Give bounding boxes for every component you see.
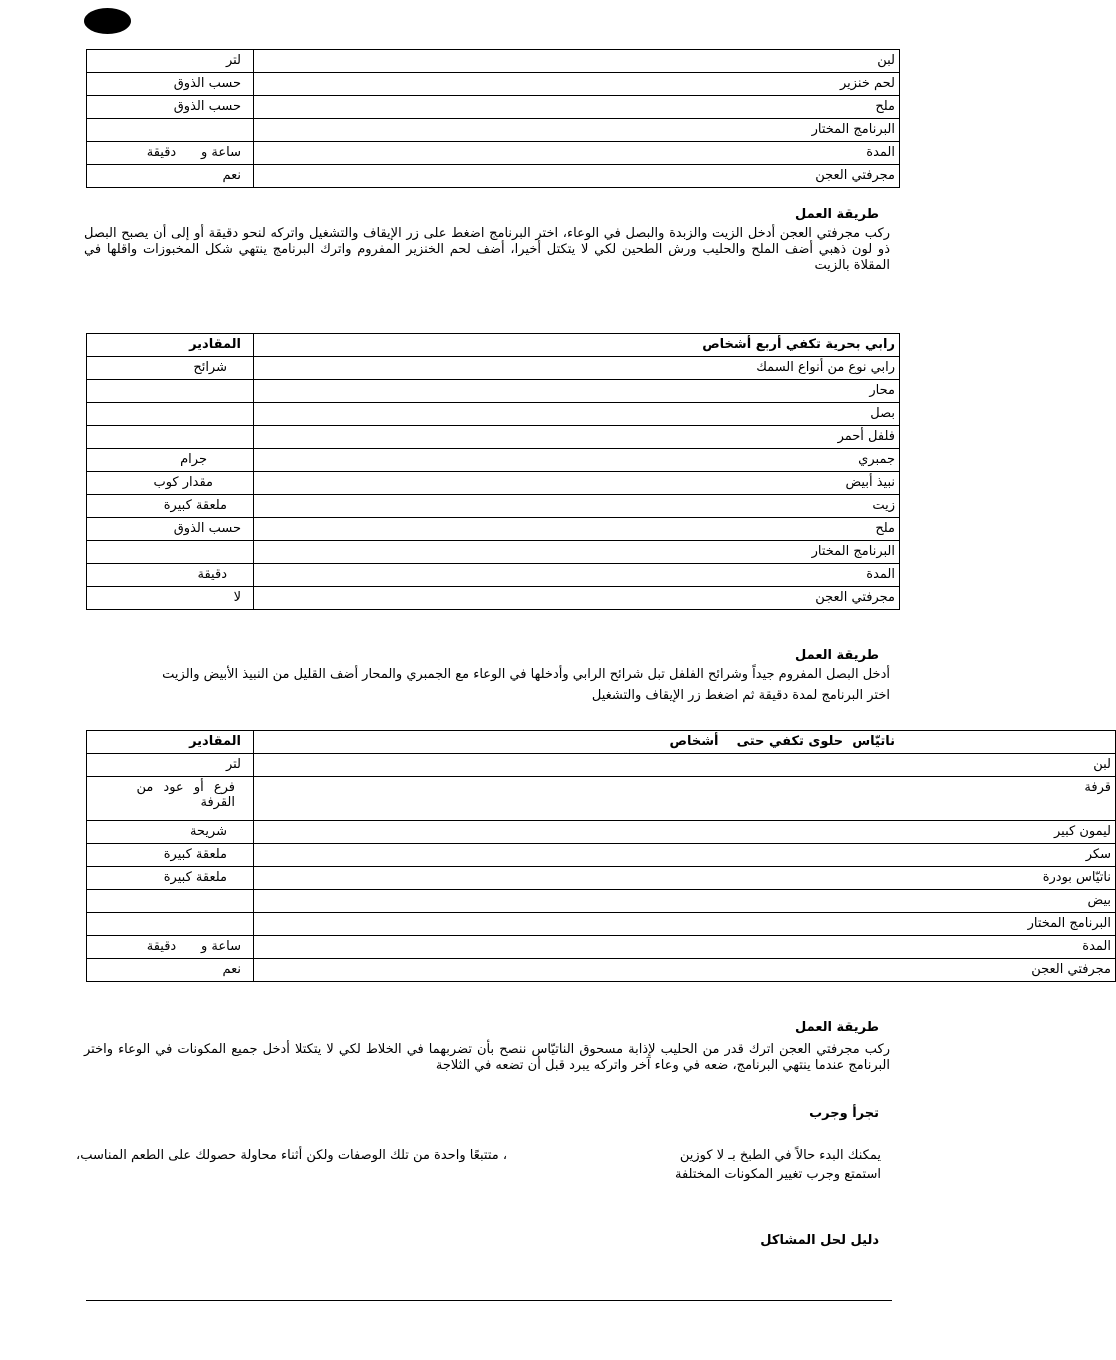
table-row [87,890,1116,913]
table-row [87,754,1116,777]
page-badge [84,8,131,34]
table-row [87,472,900,495]
table-row [87,73,900,96]
ingredient-qty: مقدار كوب [87,472,254,495]
table-row [87,518,900,541]
footer-divider [86,1300,892,1301]
ingredient-name: مجرفتي العجن [254,587,900,610]
table-row [87,821,1116,844]
ingredient-name: مجرفتي العجن [254,165,900,188]
section-heading: طريقة العمل [795,1020,879,1035]
recipe-title: رابي بحرية تكفي أربع أشخاص [254,334,900,357]
ingredient-name: المدة [254,142,900,165]
ingredient-name: سكر [254,844,1116,867]
method-paragraph: ركب مجرفتي العجن أدخل الزيت والزبدة والبصل في الوعاء، اختر البرنامج اضغط على زر الإيقاف والتشغيل واتركه لنحو دقيقة أو إلى أن يصبح البصل ذو لون ذهبي أضف الملح والحليب ورش الطحين لكي لا يتكتل أخيرا، أضف لحم الخنزير المفروم واترك البرنامج ينتهي شكل المخبوزات واقلها في المقلاة بالزيت [84,226,890,273]
ingredient-qty: حسب الذوق [87,96,254,119]
section-heading: دليل لحل المشاكل [760,1233,879,1248]
ingredient-name: ملح [254,518,900,541]
tip-line-1-right: يمكنك البدء حالاً في الطبخ بـ لا كوزين [679,1148,881,1163]
table-row [87,403,900,426]
ingredient-name: المدة [254,564,900,587]
ingredient-qty: دقيقة [87,564,254,587]
ingredient-qty [87,403,254,426]
table-row [87,142,900,165]
ingredient-name: لحم خنزير [254,73,900,96]
ingredient-name: المدة [254,936,1116,959]
quantities-header: المقادير [87,334,254,357]
table-row [87,564,900,587]
ingredient-name: ملح [254,96,900,119]
ingredient-name: قرفة [254,777,1116,821]
recipe-table-3 [86,730,1116,982]
ingredient-qty [87,541,254,564]
ingredient-qty: لتر [87,754,254,777]
table-row [87,449,900,472]
tip-line-2: استمتع وجرب تغيير المكونات المختلفة [674,1167,881,1182]
ingredient-qty [87,913,254,936]
ingredient-qty: لا [87,587,254,610]
ingredient-qty: لتر [87,50,254,73]
ingredient-qty: فرع أو عود من القرفة [87,777,254,821]
section-heading: تجرأ وجرب [809,1106,879,1121]
section-heading: طريقة العمل [795,207,879,222]
ingredient-qty: شريحة [87,821,254,844]
section-heading: طريقة العمل [795,648,879,663]
ingredient-qty: ساعة و دقيقة [87,936,254,959]
table-row [87,495,900,518]
table-row [87,777,1116,821]
recipe-table-2 [86,333,900,610]
method-line-2: اختر البرنامج لمدة دقيقة ثم اضغط زر الإيقاف والتشغيل [591,688,890,703]
table-header-row [87,731,1116,754]
ingredient-name: البرنامج المختار [254,541,900,564]
table-row [87,936,1116,959]
table-row [87,867,1116,890]
table-row [87,913,1116,936]
ingredient-qty [87,380,254,403]
tip-line-1-left: ، متتبعًا واحدة من تلك الوصفات ولكن أثناء محاولة حصولك على الطعم المناسب، [76,1148,508,1163]
ingredient-name: زيت [254,495,900,518]
ingredient-name: البرنامج المختار [254,119,900,142]
table-row [87,50,900,73]
ingredient-name: لبن [254,754,1116,777]
ingredient-name: فلفل أحمر [254,426,900,449]
ingredient-name: بصل [254,403,900,426]
recipe-title: ناتيّاس حلوى تكفي حتى أشخاص [254,731,1116,754]
ingredient-name: جمبري [254,449,900,472]
ingredient-qty: ملعقة كبيرة [87,844,254,867]
table-row [87,426,900,449]
ingredient-qty: ساعة و دقيقة [87,142,254,165]
ingredient-name: ناتيّاس بودرة [254,867,1116,890]
table-row [87,844,1116,867]
ingredient-name: بيض [254,890,1116,913]
table-row [87,165,900,188]
ingredient-qty [87,426,254,449]
table-row [87,96,900,119]
ingredient-qty: جرام [87,449,254,472]
ingredient-qty: شرائح [87,357,254,380]
ingredient-qty: حسب الذوق [87,518,254,541]
table-row [87,357,900,380]
ingredient-name: محار [254,380,900,403]
table-row [87,119,900,142]
ingredient-qty: ملعقة كبيرة [87,867,254,890]
method-paragraph: ركب مجرفتي العجن اترك قدر من الحليب لإذابة مسحوق الناتيّاس ننصح بأن تضربهما في الخلاط لكي لا يتكتلا أدخل جميع المكونات في الوعاء واختر البرنامج عندما ينتهي البرنامج، ضعه في وعاء آخر واتركه يبرد قبل أن تضعه في الثلاجة [84,1042,890,1073]
table-row [87,587,900,610]
ingredient-qty: نعم [87,165,254,188]
ingredient-qty: ملعقة كبيرة [87,495,254,518]
table-row [87,959,1116,982]
ingredient-name: مجرفتي العجن [254,959,1116,982]
table-row [87,380,900,403]
ingredient-name: رابي نوع من أنواع السمك [254,357,900,380]
recipe-table-1 [86,49,900,188]
ingredient-qty: نعم [87,959,254,982]
table-header-row [87,334,900,357]
ingredient-qty [87,890,254,913]
ingredient-qty [87,119,254,142]
table-row [87,541,900,564]
ingredient-name: ليمون كبير [254,821,1116,844]
ingredient-name: البرنامج المختار [254,913,1116,936]
ingredient-name: لبن [254,50,900,73]
ingredient-qty: حسب الذوق [87,73,254,96]
ingredient-name: نبيذ أبيض [254,472,900,495]
quantities-header: المقادير [87,731,254,754]
method-line-1: أدخل البصل المفروم جيداً وشرائح الفلفل تبل شرائح الرابي وأدخلها في الوعاء مع الجمبري والمحار أضف القليل من النبيذ الأبيض والزيت [162,667,890,682]
